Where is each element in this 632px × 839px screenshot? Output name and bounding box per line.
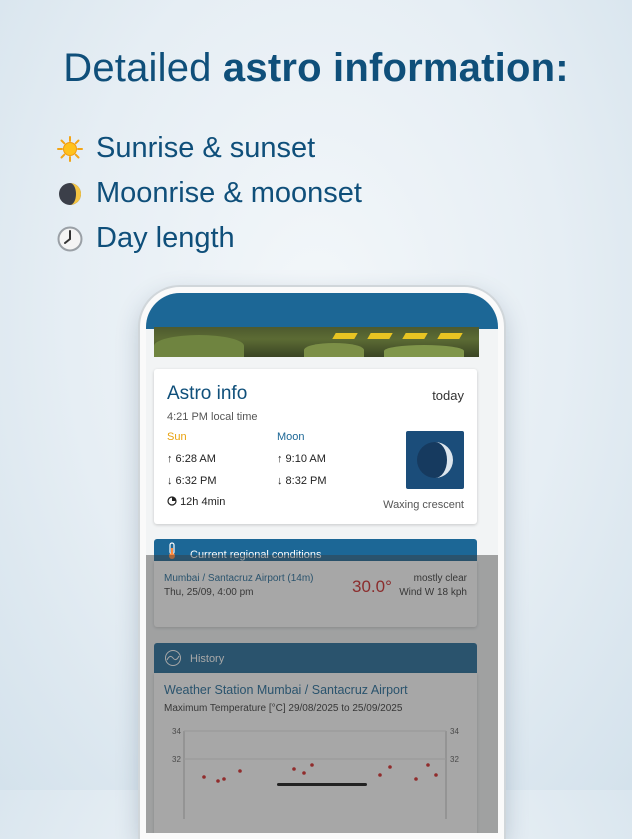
moon-phase-label: Waxing crescent	[383, 499, 464, 511]
history-header-label: History	[190, 653, 225, 665]
moon-icon	[56, 180, 84, 208]
history-station-title: Weather Station Mumbai / Santacruz Airport	[164, 683, 408, 697]
feature-label: Moonrise & moonset	[96, 177, 362, 209]
feature-list	[56, 126, 362, 261]
sky-condition: mostly clear	[413, 573, 467, 584]
day-length-row	[167, 496, 225, 508]
current-temperature: 30.0°	[352, 577, 392, 596]
day-length-icon	[167, 496, 180, 508]
history-subtitle: Maximum Temperature [°C] 29/08/2025 to 25/09/2025	[164, 703, 403, 714]
dimming-overlay	[146, 555, 498, 839]
moonset-time: ↓ 8:32 PM	[277, 475, 327, 487]
observation-time: Thu, 25/09, 4:00 pm	[164, 587, 254, 598]
sunrise-time: ↑ 6:28 AM	[167, 453, 216, 465]
sunset-time: ↓ 6:32 PM	[167, 475, 217, 487]
local-time: 4:21 PM local time	[167, 411, 258, 423]
astro-title: Astro info	[167, 383, 248, 404]
feature-label: Day length	[96, 222, 235, 254]
astro-day: today	[432, 388, 464, 403]
feature-day-length	[56, 216, 362, 261]
home-indicator[interactable]	[277, 783, 367, 786]
conditions-header-label: Current regional conditions	[190, 549, 322, 561]
moon-phase-image	[406, 431, 464, 489]
y-tick-left-bottom: 32	[172, 755, 181, 764]
y-tick-left-top: 34	[172, 727, 181, 736]
sun-header: Sun	[167, 431, 187, 443]
feature-moonrise-moonset	[56, 171, 362, 216]
y-tick-right-top: 34	[450, 727, 459, 736]
feature-sunrise-sunset	[56, 126, 362, 171]
station-name: Mumbai / Santacruz Airport (14m)	[164, 573, 314, 584]
location-photo	[154, 327, 479, 357]
headline-bold: astro information:	[222, 46, 569, 90]
lower-content	[146, 539, 498, 839]
y-tick-right-bottom: 32	[450, 755, 459, 764]
day-length-value: 12h 4min	[180, 496, 226, 508]
feature-label: Sunrise & sunset	[96, 132, 316, 164]
headline-normal: Detailed	[63, 46, 223, 90]
wind-info: Wind W 18 kph	[399, 587, 467, 598]
astro-info-card[interactable]	[154, 369, 477, 524]
phone-mockup	[140, 287, 504, 839]
sun-icon	[56, 135, 84, 163]
clock-icon	[56, 225, 84, 253]
app-header-bar	[146, 293, 498, 329]
moon-header: Moon	[277, 431, 305, 443]
moonrise-time: ↑ 9:10 AM	[277, 453, 326, 465]
headline	[0, 46, 632, 91]
